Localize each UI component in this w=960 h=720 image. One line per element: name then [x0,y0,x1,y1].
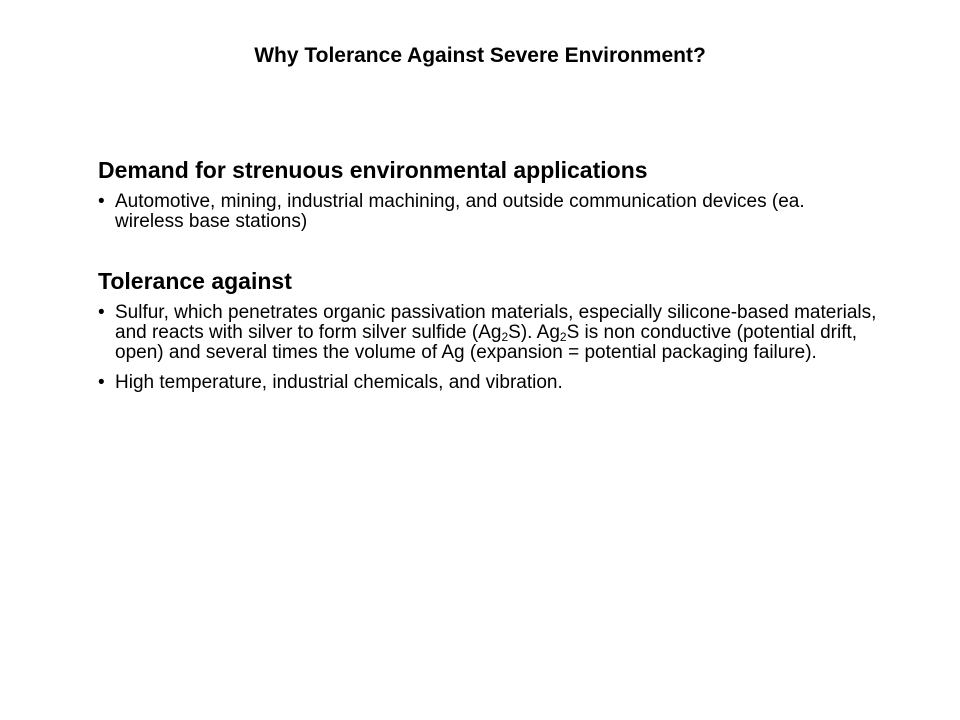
bullet-item-sulfur [98,303,878,363]
subscript-2: 2 [501,330,509,344]
demand-bullet-list [98,192,878,232]
slide-content [98,155,878,403]
sulfur-text-part3: S is non conductive (potential drift, open) and several times the volume of Ag (expansion = potential packaging failure). [115,322,858,363]
bullet-item-applications: • Automotive, mining, industrial machining, and outside communication devices (ea. wireless base stations) [98,192,878,232]
sulfur-text-part2: S). Ag [508,322,560,343]
subscript-2: 2 [559,330,567,344]
sulfur-text-part1: Sulfur, which penetrates organic passivation materials, especially silicone-based materials, and reacts with silver to form silver sulfide (Ag [115,302,877,343]
section-heading-tolerance: Tolerance against [98,268,292,294]
slide-title: Why Tolerance Against Severe Environment? [254,44,706,67]
bullet-item-high-temperature: • High temperature, industrial chemicals, and vibration. [98,373,878,393]
section-heading-demand: Demand for strenuous environmental applications [98,157,648,183]
tolerance-bullet-list [98,303,878,393]
